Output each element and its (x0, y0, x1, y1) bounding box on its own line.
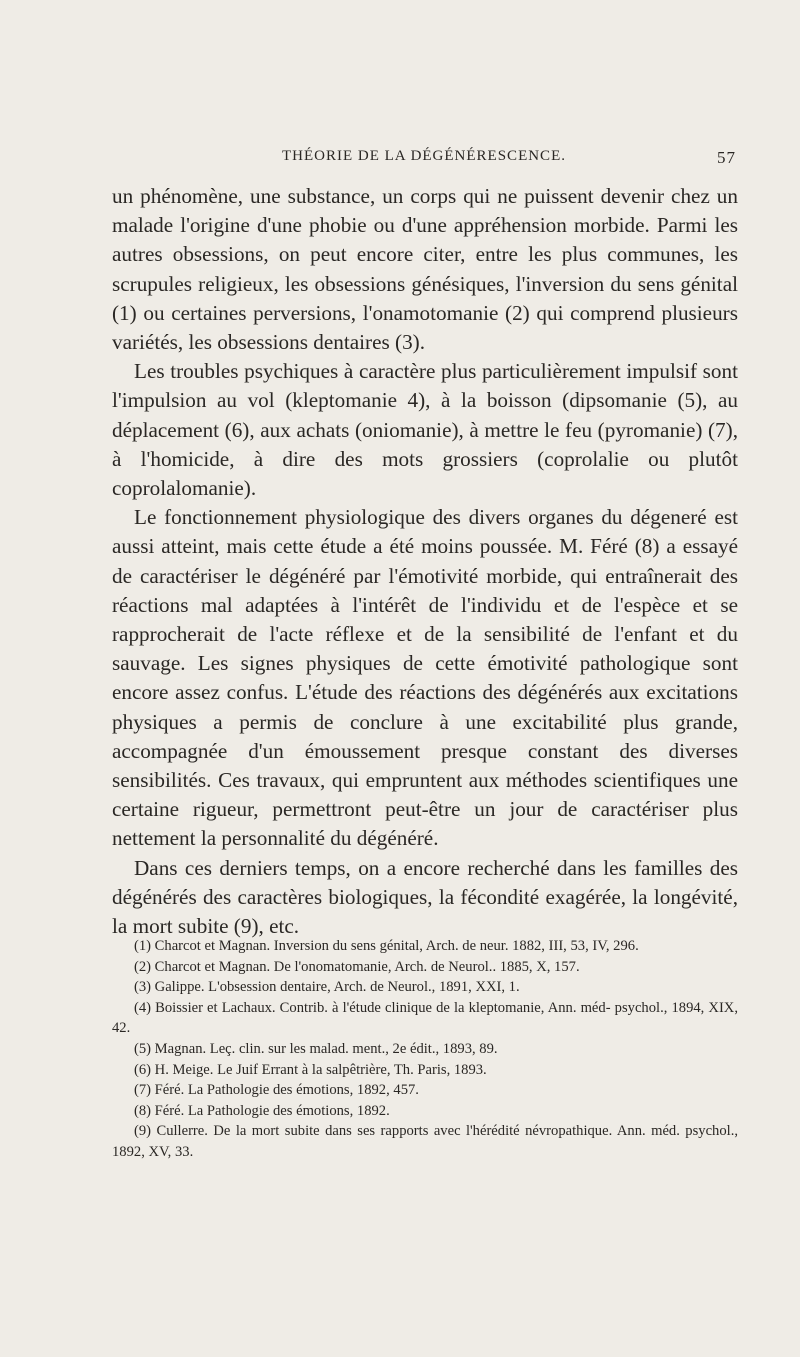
footnotes (112, 936, 738, 1163)
body-text (112, 182, 738, 941)
footnote: (6) H. Meige. Le Juif Errant à la salpêtrière, Th. Paris, 1893. (134, 1061, 487, 1078)
running-head (112, 148, 736, 170)
paragraph: Les troubles psychiques à caractère plus particulièrement impulsif sont l'impulsion au vol (kleptomanie 4), à la boisson (dipsomanie (5), au déplacement (6), aux achats (oniomanie), à mettre le feu (pyromanie) (7), à l'homicide, à dire des mots grossiers (coprolalie ou plutôt coprolalomanie). (112, 359, 738, 501)
page-number: 57 (717, 148, 736, 167)
paragraph: Le fonctionnement physiologique des divers organes du dégeneré est aussi atteint, mais cette étude a été moins poussée. M. Féré (8) a essayé de caractériser le dégénéré par l'émotivité morbide, qui entraînerait des réactions mal adaptées à l'intérêt de l'individu et de l'espèce et se rapprocherait de l'acte réflexe et de la sensibilité de l'enfant et du sauvage. Les signes physiques de cette émotivité pathologique sont encore assez confus. L'étude des réactions des dégénérés aux excitations physiques a permis de conclure à une excitabilité plus grande, accompagnée d'un émoussement presque constant des diverses sensibilités. Ces travaux, qui empruntent aux méthodes scientifiques une certaine rigueur, permettront peut-être un jour de caractériser plus nettement la personnalité du dégénéré. (112, 505, 738, 851)
footnote: (7) Féré. La Pathologie des émotions, 1892, 457. (134, 1082, 419, 1099)
paragraph: un phénomène, une substance, un corps qui ne puissent devenir chez un malade l'origine d'une phobie ou d'une appréhension morbide. Parmi les autres obsessions, on peut encore citer, entre les plus communes, les scrupules religieux, les obsessions génésiques, l'inversion du sens génital (1) ou certaines perversions, l'onamotomanie (2) qui comprend plusieurs variétés, les obsessions dentaires (3). (112, 184, 738, 355)
footnote: (3) Galippe. L'obsession dentaire, Arch. de Neurol., 1891, XXI, 1. (134, 979, 520, 996)
footnote: (5) Magnan. Leç. clin. sur les malad. ment., 2e édit., 1893, 89. (134, 1040, 498, 1057)
footnote: (2) Charcot et Magnan. De l'onomatomanie, Arch. de Neurol.. 1885, X, 157. (134, 958, 580, 975)
paragraph: Dans ces derniers temps, on a encore recherché dans les familles des dégénérés des caractères biologiques, la fécondité exagérée, la longévité, la mort subite (9), etc. (112, 855, 738, 939)
footnote: (4) Boissier et Lachaux. Contrib. à l'étude clinique de la kleptomanie, Ann. méd- psychol., 1894, XIX, 42. (112, 999, 738, 1037)
footnote: (1) Charcot et Magnan. Inversion du sens génital, Arch. de neur. 1882, III, 53, IV, 296. (134, 938, 639, 954)
footnote: (9) Cullerre. De la mort subite dans ses rapports avec l'hérédité névropathique. Ann. méd. psychol., 1892, XV, 33. (112, 1123, 738, 1160)
footnote: (8) Féré. La Pathologie des émotions, 1892. (134, 1102, 390, 1119)
running-title: THÉORIE DE LA DÉGÉNÉRESCENCE. (282, 148, 566, 164)
